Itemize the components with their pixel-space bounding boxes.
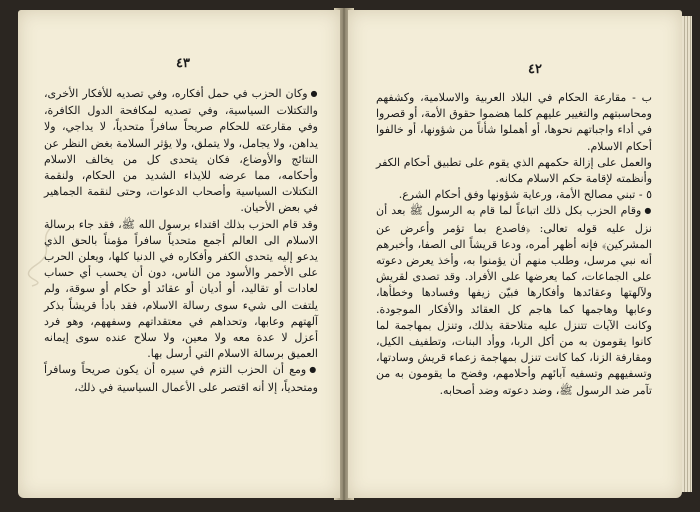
page-body [376, 90, 652, 399]
page-edges [682, 16, 692, 492]
paragraph: وقد قام الحزب بذلك اقتداء برسول الله ﷺ، فقد جاء برسالة الاسلام الى العالم أجمع متحدياً سافراً مؤمناً بالحق الذي يدعو إليه يتحدى الكفر وأفكاره في الدنيا كلها، ويعلن الحرب على الأحمر والأسود من الناس، دون أن يحسب أي حساب لعادات أو تقاليد، أو أديان أو عقائد أو حكام أو سوقة، ولم يلتفت الى شيء سوى رسالة الاسلام، فقد بادأ قريشاً بذكر آلهتهم وعابها، وتحداهم في معتقداتهم وسفههم، وهو فرد أعزل لا عدة معه ولا معين، ولا سلاح عنده سوى إيمانه العميق برسالة الاسلام التي أرسل بها. [44, 217, 318, 361]
paragraph: ● وقام الحزب بكل ذلك اتباعاً لما قام به الرسول ﷺ بعد أن نزل عليه قوله تعالى: ﴿فاصدع بما تؤمر وأعرض عن المشركين﴾ فإنه أظهر أمره، ودعا قريشاً الى الصفا، وأخبرهم أنه نبي مرسل، وطلب منهم أن يؤمنوا به، وأخذ يعرض دعوته على الجماعات، كما يعرضها على الأفراد. وقد تصدى لقريش ولآلهتها وعقائدها وأفكارها فبيّن زيفها وفسادها وخطأها، وعابها وهاجمها كما هاجم كل العقائد والأفكار الموجودة. وكانت الآيات تتنزل عليه متلاحقة بذلك، وتنزل بمهاجمة لما كانوا يقومون به من أكل الربا، ووأد البنات، وتطفيف الكيل، ومقارفة الزنا، كما كانت تنزل بمهاجمة زعماء قريش وسادتها، وتسفيههم وتسفيه آبائهم وأحلامهم، وفضح ما يقومون به من تآمر ضد الرسول ﷺ، وضد دعوته وضد أصحابه. [376, 203, 652, 398]
page-number: ٤٣ [176, 56, 190, 71]
right-page [348, 10, 682, 498]
paragraph: ب - مقارعة الحكام في البلاد العربية والاسلامية، وكشفهم ومحاسبتهم والتغيير عليهم كلما هضموا حقوق الأمة، أو قصروا في أداء واجباتهم نحوها، أو أهملوا شأناً من شؤونها، أو خالفوا أحكام الاسلام. [376, 91, 652, 153]
paragraph: والعمل على إزالة حكمهم الذي يقوم على تطبيق أحكام الكفر وأنظمته لإقامة حكم الاسلام مكانه. [376, 155, 652, 186]
paragraph: ● ومع أن الحزب التزم في سيره أن يكون صريحاً وسافراً ومتحدياً، إلا أنه اقتصر على الأعمال السياسية في ذلك، [44, 362, 318, 395]
page-body [44, 86, 318, 396]
paragraph: ٥ - تبني مصالح الأمة، ورعاية شؤونها وفق أحكام الشرع. [398, 188, 652, 202]
paragraph: ● وكان الحزب في حمل أفكاره، وفي تصديه للأفكار الأخرى، والتكتلات السياسية، وفي تصديه لمكافحة الدول الكافرة، وفي مقارعته للحكام صريحاً سافراً متحدياً، لا يداجي، ولا يداهن، ولا يجامل، ولا يتملق، ولا يؤثر السلامة بغض النظر عن النتائج والأوضاع، فكان يتحدى كل من يخالف الاسلام وأحكامه، مما عرضه للايذاء الشديد من الحكام، ولنقمة التكتلات السياسية وأصحاب الدعوات، وحتى لنقمة الجماهير في بعض الأحيان. [44, 86, 318, 217]
page-number: ٤٢ [528, 62, 542, 77]
left-page [18, 10, 340, 498]
